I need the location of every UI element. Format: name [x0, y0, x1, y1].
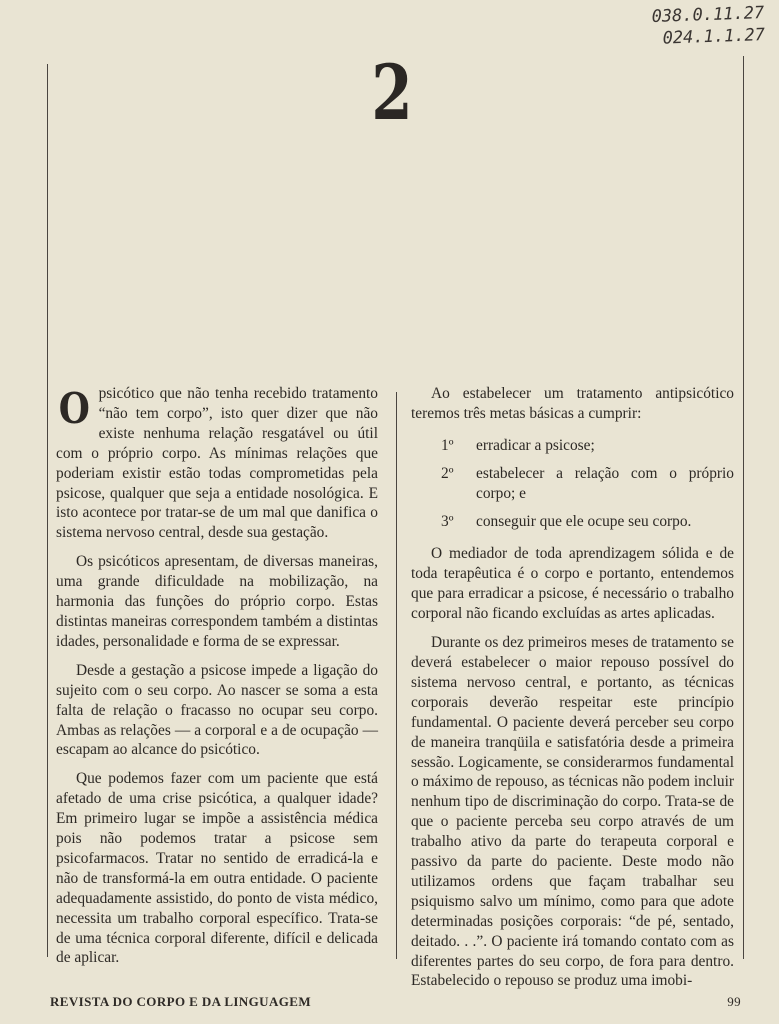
- drop-cap: O: [58, 384, 90, 433]
- paragraph: Durante os dez primeiros meses de tratamento se deverá estabelecer o maior repouso possível do sistema nervoso central, e portanto, as técnicas corporais deverão respeitar este princípio fundamental. O paciente deverá perceber seu corpo de maneira tranqüila e satisfatória desde a primeira sessão. Logicamente, se considerarmos fundamental o máximo de repouso, as técnicas não podem incluir nenhum tipo de discriminação do corpo. Trata-se de que o paciente perceba seu corpo através de um trabalho ativo da parte do terapeuta corporal e passivo da parte do paciente. Deste modo não utilizamos ordens que façam trabalhar seu psiquismo salvo um mínimo, como para que adote determinadas posições corporais: “de pé, sentado, deitado. . .”. O paciente irá tomando contato com as diferentes partes do seu corpo, de fora para dentro. Estabelecido o repouso se produz uma imobi-: [411, 634, 734, 990]
- list-item: [411, 464, 734, 504]
- chapter-number: 2: [371, 48, 413, 137]
- paragraph: O mediador de toda aprendizagem sólida e de toda terapêutica é o corpo e portanto, entendemos que para erradicar a psicose, é necessário o trabalho corporal não ficando excluídas as artes aplicadas.: [411, 545, 734, 623]
- goal-number: 1º: [441, 436, 454, 454]
- catalog-line-1: 038.0.11.27: [651, 3, 765, 27]
- list-item: [411, 512, 734, 532]
- goal-number: 2º: [441, 464, 454, 482]
- catalog-annotation: [652, 2, 766, 50]
- goal-number: 3º: [441, 512, 454, 530]
- paragraph: Desde a gestação a psicose impede a ligação do sujeito com o seu corpo. Ao nascer se soma a esta falta de relação o fracasso no ocupar seu corpo. Ambas as relações — a corporal e a de ocupação — escapam ao alcance do psicótico.: [56, 661, 378, 759]
- page-number: 99: [727, 994, 741, 1009]
- journal-title: REVISTA DO CORPO E DA LINGUAGEM: [50, 994, 311, 1009]
- paragraph: [56, 384, 378, 543]
- catalog-line-2: 024.1.1.27: [662, 25, 766, 49]
- paragraph: Os psicóticos apresentam, de diversas maneiras, uma grande dificuldade na mobilização, na harmonia das funções do próprio corpo. Estas distintas maneiras correspondem também a distintas idades, personalidade e forma de se expressar.: [56, 553, 378, 650]
- list-item: [411, 436, 734, 456]
- goals-list: [411, 436, 734, 532]
- right-margin-rule: [743, 56, 744, 959]
- goal-text: conseguir que ele ocupe seu corpo.: [476, 512, 692, 530]
- column-divider-rule: [396, 392, 397, 959]
- left-margin-rule: [47, 64, 48, 957]
- goal-text: estabelecer a relação com o próprio corpo; e: [476, 464, 734, 502]
- left-column: [56, 384, 378, 968]
- goal-text: erradicar a psicose;: [476, 436, 595, 454]
- paragraph-text: psicótico que não tenha recebido tratamento “não tem corpo”, isto quer dizer que não existe nenhuma relação resgatável ou útil com o próprio corpo. As mínimas relações que poderiam existir estão todas comprometidas pela psicose, qualquer que seja a entidade nosológica. E isto acontece por tratar-se de um mal que danifica o sistema nervoso central, desde sua gestação.: [56, 385, 378, 542]
- right-column: [411, 384, 734, 991]
- paragraph: Que podemos fazer com um paciente que está afetado de uma crise psicótica, a qualquer idade? Em primeiro lugar se impõe a assistência médica pois não podemos tratar a psicose sem psicofarmacos. Tratar no sentido de erradicá-la e não de transformá-la em outra entidade. O paciente adequadamente assistido, do ponto de vista médico, necessita um trabalho corporal específico. Trata-se de uma técnica corporal diferente, difícil e delicada de aplicar.: [56, 770, 378, 967]
- paragraph: Ao estabelecer um tratamento antipsicótico teremos três metas básicas a cumprir:: [411, 385, 734, 422]
